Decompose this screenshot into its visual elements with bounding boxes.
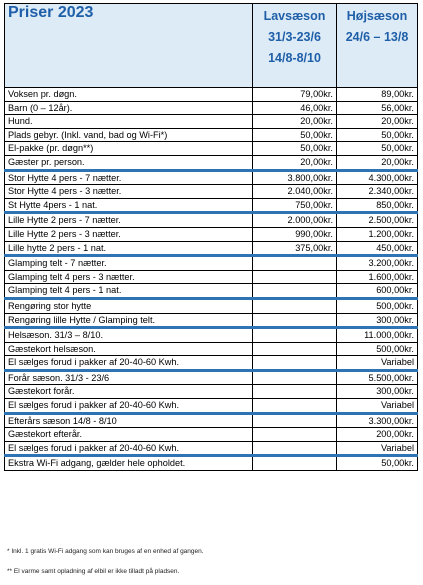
low-season-price — [253, 428, 337, 442]
table-row — [5, 428, 418, 442]
table-header — [5, 4, 418, 88]
price-table — [4, 3, 418, 471]
table-row — [5, 128, 418, 142]
item-label: Gæstekort forår. — [5, 385, 253, 399]
low-season-price: 20,00kr. — [253, 155, 337, 170]
item-label: Hund. — [5, 115, 253, 129]
high-season-price: 850,00kr. — [337, 198, 418, 213]
high-season-price: 50,00kr. — [337, 128, 418, 142]
item-label: Forår sæson. 31/3 - 23/6 — [5, 370, 253, 385]
high-season-price: Variabel — [337, 399, 418, 414]
item-label: Helsæson. 31/3 – 8/10. — [5, 328, 253, 343]
table-row — [5, 284, 418, 299]
table-row — [5, 155, 418, 170]
item-label: El sælges forud i pakker af 20-40-60 Kwh. — [5, 356, 253, 371]
item-label: Glamping telt 4 pers - 3 nætter. — [5, 270, 253, 284]
table-row — [5, 441, 418, 456]
table-body — [5, 88, 418, 471]
table-row — [5, 413, 418, 428]
table-row — [5, 270, 418, 284]
high-season-price: 3.200,00kr. — [337, 256, 418, 271]
table-row — [5, 328, 418, 343]
low-season-price: 79,00kr. — [253, 88, 337, 102]
item-label: Lille Hytte 2 pers - 7 nætter. — [5, 213, 253, 228]
low-season-price — [253, 441, 337, 456]
low-season-price: 50,00kr. — [253, 142, 337, 156]
footnote-wifi: * Inkl. 1 gratis Wi-Fi adgang som kan bruges af en enhed af gangen. — [7, 548, 204, 555]
low-season-price — [253, 284, 337, 299]
item-label: Stor Hytte 4 pers - 7 nætter. — [5, 170, 253, 185]
table-row — [5, 170, 418, 185]
high-season-price: Variabel — [337, 356, 418, 371]
high-season-price: 500,00kr. — [337, 298, 418, 313]
item-label: Lille hytte 2 pers - 1 nat. — [5, 241, 253, 256]
low-season-price — [253, 399, 337, 414]
high-season-price: 3.300,00kr. — [337, 413, 418, 428]
high-season-price: 50,00kr. — [337, 456, 418, 471]
high-season-price: 11.000,00kr. — [337, 328, 418, 343]
high-season-price: 50,00kr. — [337, 142, 418, 156]
high-season-price: Variabel — [337, 441, 418, 456]
high-season-price: 2.340,00kr. — [337, 185, 418, 199]
low-season-price — [253, 385, 337, 399]
item-label: Stor Hytte 4 pers - 3 nætter. — [5, 185, 253, 199]
table-row — [5, 227, 418, 241]
footnote-power: ** El varme samt opladning af elbil er ikke tilladt på pladsen. — [7, 568, 180, 575]
table-row — [5, 241, 418, 256]
item-label: Gæstekort helsæson. — [5, 342, 253, 356]
table-row — [5, 385, 418, 399]
low-season-price — [253, 313, 337, 328]
high-season-price: 1.200,00kr. — [337, 227, 418, 241]
high-season-price: 600,00kr. — [337, 284, 418, 299]
table-row — [5, 142, 418, 156]
low-season-price — [253, 370, 337, 385]
table-row — [5, 399, 418, 414]
table-row — [5, 256, 418, 271]
item-label: Voksen pr. døgn. — [5, 88, 253, 102]
item-label: El-pakke (pr. døgn**) — [5, 142, 253, 156]
item-label: El sælges forud i pakker af 20-40-60 Kwh. — [5, 441, 253, 456]
low-season-price: 990,00kr. — [253, 227, 337, 241]
table-row — [5, 342, 418, 356]
item-label: Glamping telt 4 pers - 1 nat. — [5, 284, 253, 299]
table-row — [5, 198, 418, 213]
item-label: Gæstekort efterår. — [5, 428, 253, 442]
item-label: Rengøring stor hytte — [5, 298, 253, 313]
table-row — [5, 101, 418, 115]
item-label: El sælges forud i pakker af 20-40-60 Kwh. — [5, 399, 253, 414]
table-row — [5, 115, 418, 129]
table-row — [5, 456, 418, 471]
high-season-price: 300,00kr. — [337, 313, 418, 328]
item-label: Lille Hytte 2 pers - 3 nætter. — [5, 227, 253, 241]
high-season-price: 500,00kr. — [337, 342, 418, 356]
low-season-price — [253, 328, 337, 343]
item-label: Gæster pr. person. — [5, 155, 253, 170]
high-season-price: 2.500,00kr. — [337, 213, 418, 228]
item-label: Ekstra Wi-Fi adgang, gælder hele opholdet. — [5, 456, 253, 471]
table-row — [5, 88, 418, 102]
high-season-price: 200,00kr. — [337, 428, 418, 442]
low-season-price — [253, 356, 337, 371]
low-season-price: 375,00kr. — [253, 241, 337, 256]
page-title: Priser 2023 — [5, 4, 253, 88]
low-season-header: Lavsæson 31/3-23/6 14/8-8/10 — [253, 4, 337, 88]
low-season-price: 50,00kr. — [253, 128, 337, 142]
high-season-price: 300,00kr. — [337, 385, 418, 399]
table-row — [5, 370, 418, 385]
low-season-price — [253, 456, 337, 471]
table-row — [5, 298, 418, 313]
item-label: Rengøring lille Hytte / Glamping telt. — [5, 313, 253, 328]
item-label: Glamping telt - 7 nætter. — [5, 256, 253, 271]
low-season-price — [253, 298, 337, 313]
high-season-price: 5.500,00kr. — [337, 370, 418, 385]
table-row — [5, 185, 418, 199]
low-season-price — [253, 270, 337, 284]
high-season-price: 89,00kr. — [337, 88, 418, 102]
high-season-header: Højsæson 24/6 – 13/8 — [337, 4, 418, 88]
low-season-price — [253, 342, 337, 356]
table-row — [5, 356, 418, 371]
item-label: Plads gebyr. (Inkl. vand, bad og Wi-Fi*) — [5, 128, 253, 142]
high-season-price: 4.300,00kr. — [337, 170, 418, 185]
high-season-price: 20,00kr. — [337, 155, 418, 170]
high-season-price: 450,00kr. — [337, 241, 418, 256]
item-label: Barn (0 – 12år). — [5, 101, 253, 115]
low-season-price: 750,00kr. — [253, 198, 337, 213]
low-season-price: 3.800,00kr. — [253, 170, 337, 185]
low-season-price: 2.040,00kr. — [253, 185, 337, 199]
item-label: Efterårs sæson 14/8 - 8/10 — [5, 413, 253, 428]
high-season-price: 56,00kr. — [337, 101, 418, 115]
high-season-price: 20,00kr. — [337, 115, 418, 129]
table-row — [5, 313, 418, 328]
high-season-price: 1.600,00kr. — [337, 270, 418, 284]
item-label: St Hytte 4pers - 1 nat. — [5, 198, 253, 213]
low-season-price: 46,00kr. — [253, 101, 337, 115]
table-row — [5, 213, 418, 228]
low-season-price — [253, 256, 337, 271]
low-season-price: 20,00kr. — [253, 115, 337, 129]
low-season-price: 2.000,00kr. — [253, 213, 337, 228]
low-season-price — [253, 413, 337, 428]
